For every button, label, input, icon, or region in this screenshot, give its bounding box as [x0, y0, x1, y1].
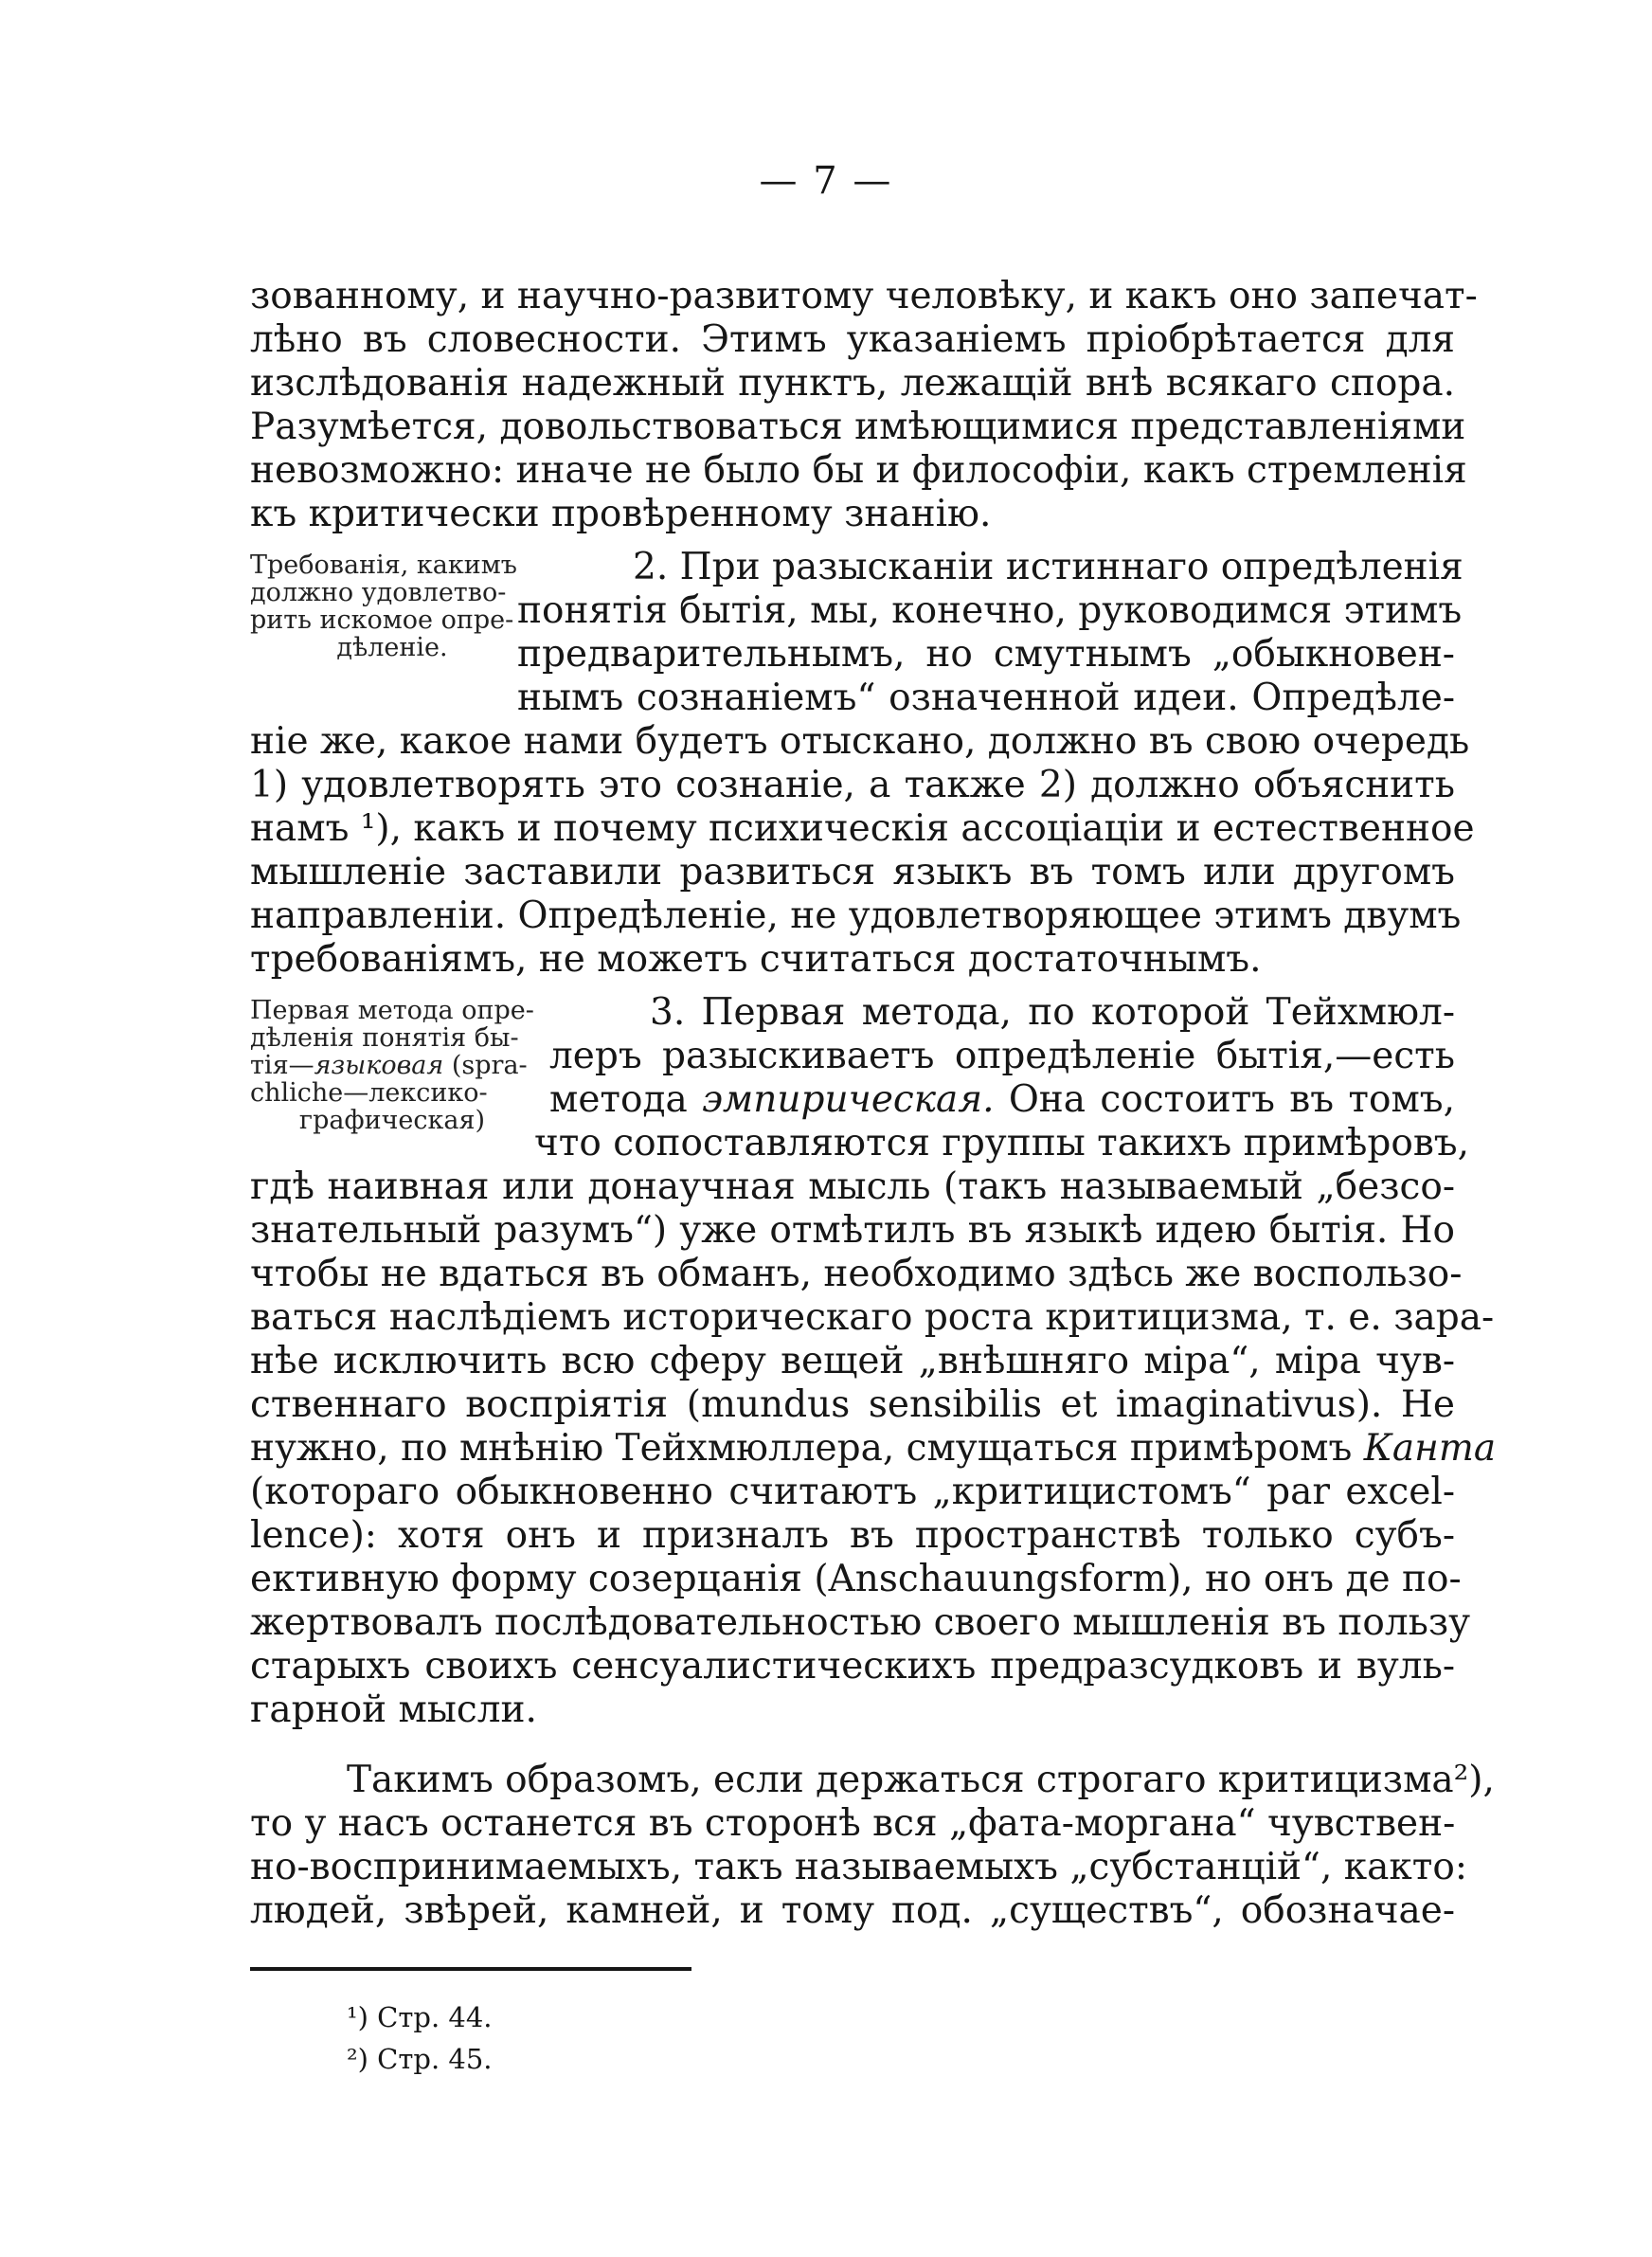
body-line: изслѣдованія надежный пунктъ, лежащій внѣ всякаго спора. — [250, 362, 1455, 405]
footnote: ¹) Стр. 44. — [347, 2001, 493, 2033]
margin-note-line: дѣленія понятія бы- — [250, 1023, 519, 1053]
page-number: — 7 — — [759, 159, 893, 203]
body-line: гарной мысли. — [250, 1688, 537, 1731]
margin-note-italic: языковая — [314, 1051, 444, 1080]
body-italic: Канта — [1363, 1427, 1497, 1470]
body-line: Такимъ образомъ, если держаться строгаго критицизма²), — [347, 1759, 1495, 1801]
body-text: метода — [549, 1078, 703, 1121]
body-line: понятія бытія, мы, конечно, руководимся этимъ — [517, 589, 1463, 632]
body-line: людей, звѣрей, камней, и тому под. „существъ“, обозначае- — [250, 1889, 1455, 1932]
body-line: къ критически провѣренному знанію. — [250, 493, 992, 535]
margin-note-line: рить искомое опре- — [250, 605, 514, 635]
margin-note-text: (spra- — [443, 1051, 528, 1080]
margin-note-requirements — [250, 551, 534, 661]
margin-note-line: chliche—лексико- — [250, 1078, 488, 1108]
body-line: чтобы не вдаться въ обманъ, необходимо здѣсь же воспользо- — [250, 1253, 1463, 1295]
body-line: зованному, и научно-развитому человѣку, и какъ оно запечат- — [250, 275, 1478, 317]
body-line: жертвовалъ послѣдовательностью своего мышленія въ пользу — [250, 1601, 1471, 1644]
footnote: ²) Стр. 45. — [347, 2043, 493, 2075]
margin-note-text: тія— — [250, 1051, 314, 1080]
footnote-rule — [250, 1967, 691, 1971]
body-line: лѣно въ словесности. Этимъ указаніемъ пріобрѣтается для — [250, 318, 1455, 361]
body-line: невозможно: иначе не было бы и философіи, какъ стремленія — [250, 449, 1467, 492]
body-italic: эмпирическая. — [702, 1078, 995, 1121]
body-line: (котораго обыкновенно считаютъ „критицистомъ“ par excel- — [250, 1471, 1455, 1513]
margin-note-line: графическая) — [298, 1106, 486, 1135]
body-line: мышленіе заставили развиться языкъ въ томъ или другомъ — [250, 851, 1455, 894]
body-line — [250, 1427, 1497, 1471]
margin-note-line: дѣленіе. — [336, 633, 448, 662]
body-line: ственнаго воспріятія (mundus sensibilis et imaginativus). Не — [250, 1383, 1455, 1426]
body-line: ективную форму созерцанія (Anschauungsform), но онъ де по- — [250, 1558, 1462, 1600]
body-text: нужно, по мнѣнію Тейхмюллера, смущаться примѣромъ — [250, 1427, 1364, 1470]
body-line: Разумѣется, довольствоваться имѣющимися представленіями — [250, 406, 1466, 448]
body-line: lence): хотя онъ и призналъ въ пространствѣ только субъ- — [250, 1514, 1455, 1557]
body-line: нымъ сознаніемъ“ означенной идеи. Опредѣле- — [517, 677, 1455, 719]
margin-note-line: Первая метода опре- — [250, 996, 534, 1025]
body-line: старыхъ своихъ сенсуалистическихъ предразсудковъ и вуль- — [250, 1645, 1455, 1688]
body-line: что сопоставляются группы такихъ примѣровъ, — [534, 1122, 1469, 1165]
body-line: 2. При разысканіи истиннаго опредѣленія — [633, 546, 1463, 588]
body-line: намъ ¹), какъ и почему психическія ассоціаціи и естественное — [250, 807, 1475, 850]
body-line: направленіи. Опредѣленіе, не удовлетворяющее этимъ двумъ — [250, 894, 1462, 937]
body-line: ніе же, какое нами будетъ отыскано, должно въ свою очередь — [250, 720, 1470, 763]
body-line: леръ разыскиваетъ опредѣленіе бытія,—есть — [549, 1035, 1455, 1077]
body-line: ваться наслѣдіемъ историческаго роста критицизма, т. е. зара- — [250, 1296, 1495, 1339]
body-line: требованіямъ, не можетъ считаться достаточнымъ. — [250, 938, 1262, 981]
body-line: знательный разумъ“) уже отмѣтилъ въ языкѣ идею бытія. Но — [250, 1209, 1455, 1252]
body-text: Она состоитъ въ томъ, — [994, 1078, 1455, 1121]
body-line: но-воспринимаемыхъ, такъ называемыхъ „субстанцій“, както: — [250, 1846, 1467, 1888]
margin-note-line: Требованія, какимъ — [250, 551, 517, 580]
body-line: гдѣ наивная или донаучная мысль (такъ называемый „безсо- — [250, 1165, 1455, 1208]
margin-note-first-method — [250, 997, 534, 1134]
margin-note-line — [250, 1052, 534, 1079]
body-line — [549, 1078, 1455, 1122]
body-line: то у насъ останется въ сторонѣ вся „фата-моргана“ чувствен- — [250, 1802, 1456, 1845]
margin-note-line: должно удовлетво- — [250, 578, 507, 607]
body-line: 1) удовлетворять это сознаніе, а также 2) должно объяснить — [250, 764, 1455, 806]
body-line: 3. Первая метода, по которой Тейхмюл- — [650, 991, 1455, 1034]
body-line: предварительнымъ, но смутнымъ „обыкновен- — [517, 633, 1455, 676]
body-line: нѣе исключить всю сферу вещей „внѣшняго міра“, міра чув- — [250, 1340, 1455, 1382]
